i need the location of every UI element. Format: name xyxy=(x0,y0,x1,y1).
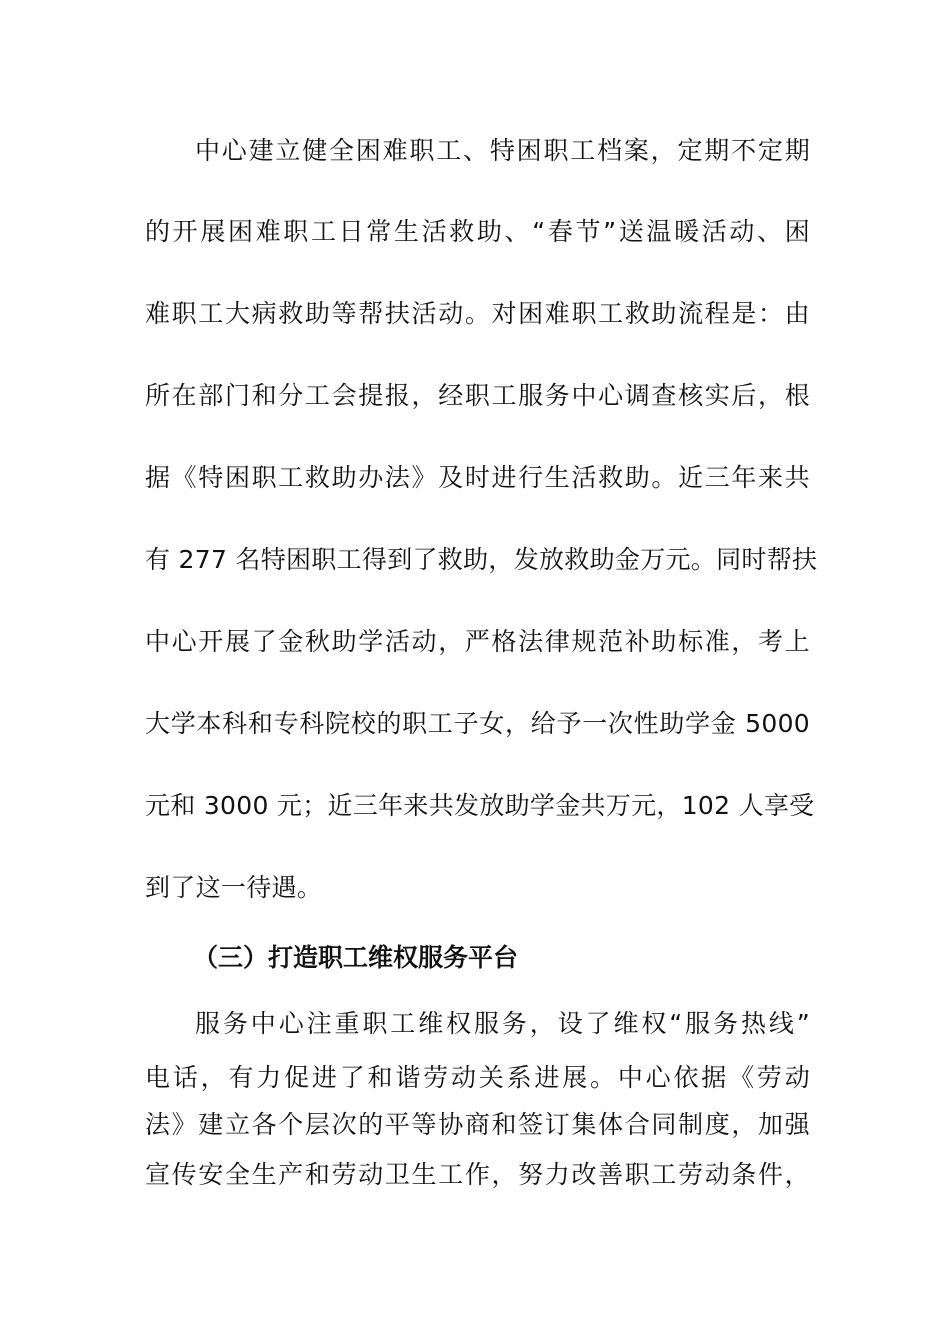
paragraph-2-line-2: 电话，有力促进了和谐劳动关系进展。中心依据《劳动 xyxy=(145,1063,810,1092)
paragraph-1-line-8: 大学本科和专科院校的职工子女，给予一次性助学金 5000 xyxy=(145,709,810,738)
paragraph-2-line-1: 服务中心注重职工维权服务，设了维权“服务热线” xyxy=(195,1009,810,1038)
paragraph-1-line-2: 的开展困难职工日常生活救助、“春节”送温暖活动、困 xyxy=(145,217,810,246)
paragraph-1-line-4: 所在部门和分工会提报，经职工服务中心调查核实后，根 xyxy=(145,381,810,410)
paragraph-1-line-5: 据《特困职工救助办法》及时进行生活救助。近三年来共 xyxy=(145,463,810,492)
paragraph-1-line-6: 有 277 名特困职工得到了救助，发放救助金万元。同时帮扶 xyxy=(145,545,818,574)
paragraph-1-line-9: 元和 3000 元；近三年来共发放助学金共万元，102 人享受 xyxy=(145,791,815,820)
section-heading: （三）打造职工维权服务平台 xyxy=(193,943,519,972)
paragraph-1-line-7: 中心开展了金秋助学活动，严格法律规范补助标准，考上 xyxy=(145,627,810,656)
paragraph-2-line-3: 法》建立各个层次的平等协商和签订集体合同制度，加强 xyxy=(145,1110,810,1139)
paragraph-1-line-10: 到了这一待遇。 xyxy=(145,873,323,902)
paragraph-1-line-1: 中心建立健全困难职工、特困职工档案，定期不定期 xyxy=(195,136,810,165)
paragraph-2-line-4: 宣传安全生产和劳动卫生工作，努力改善职工劳动条件， xyxy=(145,1160,810,1189)
paragraph-1-line-3: 难职工大病救助等帮扶活动。对困难职工救助流程是：由 xyxy=(145,299,810,328)
